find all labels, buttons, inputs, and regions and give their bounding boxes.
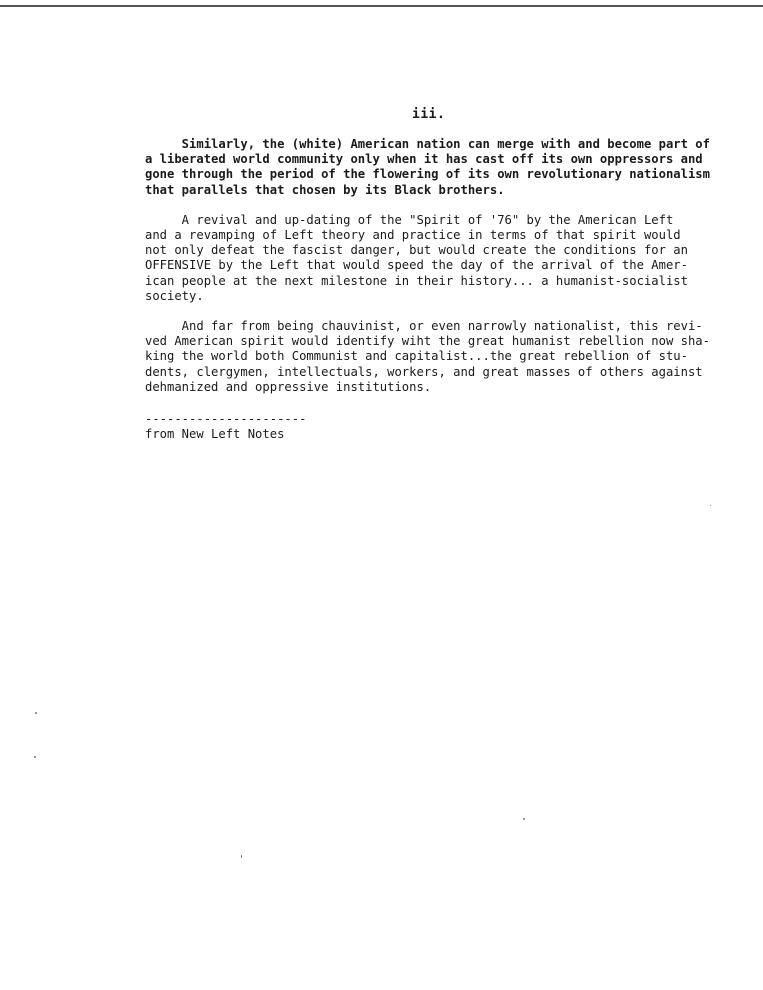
footnote-separator: ---------------------- [145,412,307,426]
text-line: not only defeat the fascist danger, but would create the conditions for an [145,243,688,258]
paragraph-1 [145,137,735,198]
paragraph-3 [145,319,735,395]
scan-speck [241,855,242,858]
text-line: Similarly, the (white) American nation can merge with and become part of [145,137,710,151]
text-line: ican people at the next milestone in their history... a humanist-socialist [145,273,688,288]
text-line: king the world both Communist and capitalist...the great rebellion of stu- [145,349,688,364]
article-body [145,137,735,410]
scan-speck [523,818,525,820]
text-line: and a revamping of Left theory and practice in terms of that spirit would [145,228,681,243]
text-line: gone through the period of the flowering of its own revolutionary nationalism [145,167,710,182]
text-line: a liberated world community only when it has cast off its own oppressors and [145,152,703,167]
paragraph-2 [145,213,735,304]
scan-speck [710,505,711,506]
text-line: OFFENSIVE by the Left that would speed the day of the arrival of the Amer- [145,258,688,273]
page-number: iii. [412,107,446,122]
text-line: society. [145,288,204,303]
text-line: And far from being chauvinist, or even narrowly nationalist, this revi- [145,319,703,334]
source-credit: from New Left Notes [145,427,285,441]
scan-speck [34,756,36,758]
text-line: A revival and up-dating of the "Spirit of '76" by the American Left [145,212,674,227]
top-scan-rule [0,5,763,7]
text-line: ved American spirit would identify wiht the great humanist rebellion now sha- [145,334,710,349]
text-line: dents, clergymen, intellectuals, workers, and great masses of others against [145,364,703,379]
text-line: dehmanized and oppressive institutions. [145,379,432,394]
scan-speck [35,712,37,714]
text-line: that parallels that chosen by its Black brothers. [145,182,505,197]
